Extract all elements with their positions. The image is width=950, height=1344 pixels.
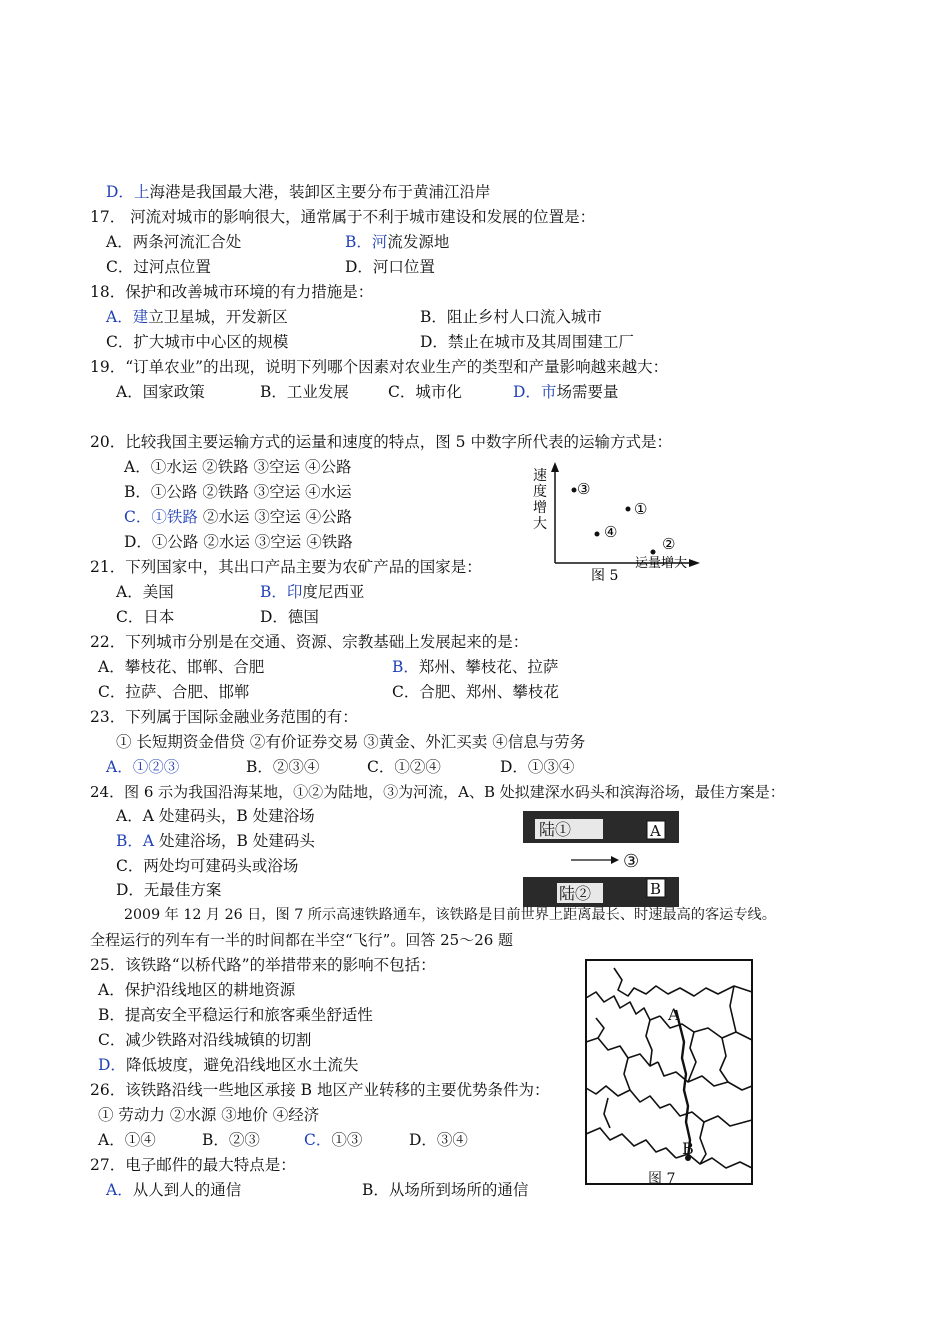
point-2 [651,550,656,555]
q27-stem: 27．电子邮件的最大特点是： [90,1156,296,1174]
q21-option-b [260,582,364,602]
y-axis-arrow [551,462,559,472]
option-text: 从人到人的通信 [132,1181,242,1199]
q24-option-c: C．两处均可建码头或浴场 [116,857,299,875]
point-3 [572,488,577,493]
y-label-4: 大 [533,516,547,532]
q26-option-a: A．①④ [98,1131,156,1149]
option-letter: D． [98,1056,126,1074]
y-label-2: 度 [533,484,547,500]
point-b-label: B [682,1139,694,1158]
option-letter: B． [116,832,143,850]
q18-option-c: C．扩大城市中心区的规模 [106,333,289,351]
option-text: 处建浴场，B 处建码头 [154,832,315,850]
figure-7-railway-map [584,958,756,1188]
option-first-char: A [142,832,155,850]
option-text: ①③ [331,1131,363,1149]
q22-option-b [392,657,558,677]
point-1-label: ① [634,500,648,518]
q17-option-d: D．河口位置 [345,258,435,276]
option-letter: A． [106,308,133,326]
figure-5-transport-chart [525,460,705,585]
q18-stem: 18．保护和改善城市环境的有力措施是： [90,283,374,301]
option-letter: B． [345,233,372,251]
q19-option-d [513,382,618,402]
q19-option-a: A．国家政策 [116,383,205,401]
b-label: B [650,880,662,898]
q19-option-b: B．工业发展 [260,383,349,401]
option-first-char: 上 [133,183,150,201]
q20-option-d: D．①公路 ②水运 ③空运 ④铁路 [124,533,353,551]
option-letter: C． [304,1131,332,1149]
a-label: A [650,822,661,840]
option-first-char: 印 [286,583,303,601]
q23-option-c: C．①②④ [367,758,441,776]
option-text: ①②③ [132,758,180,776]
q24-stem: 24．图 6 示为我国沿海某地，①②为陆地，③为河流，A、B 处拟建深水码头和滨海浴场，最佳方案是： [90,783,785,801]
q21-option-d: D．德国 [260,608,319,626]
q20-option-b: B．①公路 ②铁路 ③空运 ④水运 [124,483,352,501]
q23-option-d: D．①③④ [500,758,575,776]
q16-option-d [106,182,490,202]
option-letter: B． [260,583,287,601]
q21-option-c: C．日本 [116,608,175,626]
option-text: 立卫星城，开发新区 [148,308,288,326]
q20-option-c [124,507,352,527]
q23-option-a [106,757,179,777]
point-1 [626,507,631,512]
land-1-label: 陆① [539,820,572,839]
intro-line-2: 全程运行的列车有一半的时间都在半空“飞行”。回答 25～26 题 [90,931,514,949]
q21-option-a: A．美国 [116,583,174,601]
q26-stem: 26．该铁路沿线一些地区承接 B 地区产业转移的主要优势条件为： [90,1081,550,1099]
q23-stem: 23．下列属于国际金融业务范围的有： [90,708,358,726]
q17-option-c: C．过河点位置 [106,258,211,276]
option-first-char: 河 [371,233,388,251]
q25-option-b: B．提高安全平稳运行和旅客乘坐舒适性 [98,1006,373,1024]
point-a-label: A [668,1005,680,1024]
point-4 [595,532,600,537]
q24-option-a: A．A 处建码头，B 处建浴场 [116,807,315,825]
q18-option-b: B．阻止乡村人口流入城市 [420,308,602,326]
q25-option-c: C．减少铁路对沿线城镇的切割 [98,1031,312,1049]
river-label: ③ [623,851,640,872]
x-axis-arrow [689,559,700,567]
q27-option-a [106,1180,241,1200]
point-2-label: ② [662,535,676,553]
q26-option-b: B．②③ [202,1131,260,1149]
figure-7-caption: 图 7 [648,1171,676,1187]
option-letter: C． [124,508,152,526]
option-first-char: 市 [540,383,557,401]
land-2-label: 陆② [559,884,592,903]
y-label-3: 增 [533,500,547,516]
q25-option-d [98,1055,358,1075]
q24-option-d: D．无最佳方案 [116,881,222,899]
q25-stem: 25．该铁路“以桥代路”的举措带来的影响不包括： [90,956,436,974]
q26-option-c [304,1130,362,1150]
option-first-item: ①铁路 [151,508,198,526]
q17-option-b [345,232,449,252]
q25-option-a: A．保护沿线地区的耕地资源 [98,981,296,999]
option-letter: B． [392,658,419,676]
option-letter: D． [106,183,134,201]
option-text: 降低坡度，避免沿线地区水土流失 [125,1056,359,1074]
q27-option-b: B．从场所到场所的通信 [362,1181,529,1199]
q26-option-d: D．③④ [409,1131,468,1149]
intro-line-1: 2009 年 12 月 26 日，图 7 所示高速铁路通车，该铁路是目前世界上距离最长、时速最高的客运专线。 [124,907,776,923]
q17-stem: 17． 河流对城市的影响很大，通常属于不利于城市建设和发展的位置是： [90,208,596,226]
q17-option-a: A．两条河流汇合处 [106,233,242,251]
q18-option-a [106,307,288,327]
q22-option-c: C．拉萨、合肥、邯郸 [98,683,250,701]
q23-option-b: B．②③④ [246,758,320,776]
q23-items: ① 长短期资金借贷 ②有价证券交易 ③黄金、外汇买卖 ④信息与劳务 [116,733,586,751]
option-letter: A． [106,758,133,776]
option-letter: D． [513,383,541,401]
option-text: ②水运 ③空运 ④公路 [197,508,353,526]
q18-option-d: D．禁止在城市及其周围建工厂 [420,333,634,351]
q21-stem: 21．下列国家中，其出口产品主要为农矿产品的国家是： [90,558,482,576]
q20-option-a: A．①水运 ②铁路 ③空运 ④公路 [124,458,352,476]
figure-6-coast-diagram [523,811,679,907]
option-text: 郑州、攀枝花、拉萨 [418,658,559,676]
point-3-label: ③ [577,480,591,498]
option-letter: A． [106,1181,133,1199]
y-label-1: 速 [533,468,547,484]
figure-5-caption: 图 5 [591,568,619,584]
option-text: 海港是我国最大港，装卸区主要分布于黄浦江沿岸 [149,183,491,201]
q22-option-d: C．合肥、郑州、攀枝花 [392,683,559,701]
point-4-label: ④ [604,523,618,541]
option-first-char: 建 [132,308,149,326]
q24-option-b [116,831,315,851]
option-text: 度尼西亚 [302,583,365,601]
option-text: 场需要量 [556,383,619,401]
option-text: 流发源地 [387,233,450,251]
q26-items: ① 劳动力 ②水源 ③地价 ④经济 [98,1106,320,1124]
q22-stem: 22．下列城市分别是在交通、资源、宗教基础上发展起来的是： [90,633,529,651]
q20-stem: 20．比较我国主要运输方式的运量和速度的特点，图 5 中数字所代表的运输方式是： [90,433,672,451]
q22-option-a: A．攀枝花、邯郸、合肥 [98,658,265,676]
q19-stem: 19．“订单农业”的出现，说明下列哪个因素对农业生产的类型和产量影响越来越大： [90,358,669,376]
x-label: 运量增大 [635,556,688,571]
q19-option-c: C．城市化 [388,383,462,401]
